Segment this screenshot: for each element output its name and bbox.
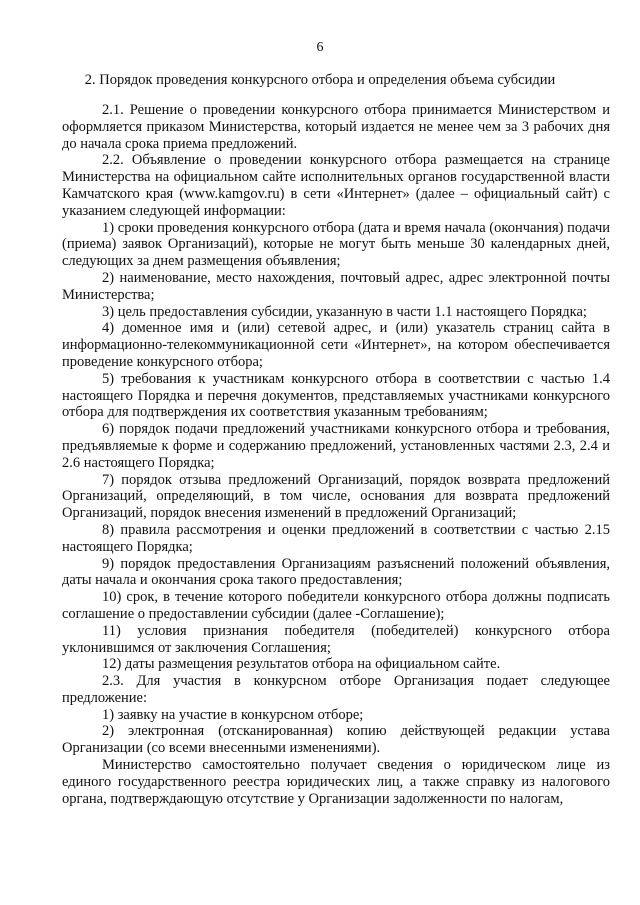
paragraph-ministry-note: Министерство самостоятельно получает сведения о юридическом лице из единого государственного реестра юридических лиц, а также справку из налогового органа, подтверждающую отсутствие у Организации задолженности по налогам,: [62, 757, 610, 807]
list-item-6: 6) порядок подачи предложений участниками конкурсного отбора и требования, предъявляемые к форме и содержанию предложений, установленных частями 2.3, 2.4 и 2.6 настоящего Порядка;: [62, 421, 610, 471]
page-number: 6: [316, 40, 324, 55]
list-item-10: 10) срок, в течение которого победители конкурсного отбора должны подписать соглашение о предоставлении субсидии (далее -Соглашение);: [62, 589, 610, 622]
list-item-8: 8) правила рассмотрения и оценки предложений в соответствии с частью 2.15 настоящего Порядка;: [62, 521, 610, 555]
list-item-4: 4) доменное имя и (или) сетевой адрес, и (или) указатель страниц сайта в информационно-телекоммуникационной сети «Интернет», на котором обеспечивается проведение конкурсного отбора;: [62, 320, 610, 370]
list-item-9: 9) порядок предоставления Организациям разъяснений положений объявления, даты начала и окончания срока такого предоставления;: [62, 555, 610, 589]
list-item-7: 7) порядок отзыва предложений Организаций, порядок возврата предложений Организаций, определяющий, в том числе, основания для возврата предложений Организаций, порядок внесения изменений в предложений Организаций;: [62, 471, 610, 522]
list-item-1: 1) сроки проведения конкурсного отбора (дата и время начала (окончания) подачи (приема) заявок Организаций), которые не могут быть меньше 30 календарных дней, следующих за днем размещения объявления;: [62, 219, 610, 270]
document-body: [62, 102, 610, 807]
paragraph-2-3: 2.3. Для участия в конкурсном отборе Организация подает следующее предложение:: [62, 673, 610, 706]
list-item-11: 11) условия признания победителя (победителей) конкурсного отбора уклонившимся от заключения Соглашения;: [62, 622, 610, 656]
section-heading: 2. Порядок проведения конкурсного отбора и определения объема субсидии: [84, 72, 556, 88]
paragraph-2-1: 2.1. Решение о проведении конкурсного отбора принимается Министерством и оформляется приказом Министерства, который издается не менее чем за 3 рабочих дня до начала срока приема предложений.: [62, 102, 610, 152]
list-item-12: 12) даты размещения результатов отбора на официальном сайте.: [102, 656, 501, 673]
requirement-item-2: 2) электронная (отсканированная) копию действующей редакции устава Организации (со всеми внесенными изменениями).: [62, 723, 610, 757]
requirement-item-1: 1) заявку на участие в конкурсном отборе;: [102, 706, 364, 723]
paragraph-2-2: 2.2. Объявление о проведении конкурсного отбора размещается на странице Министерства на официальном сайте исполнительных органов государственной власти Камчатского края (www.kamgov.ru) в сети «Интернет» (далее – официальный сайт) с указанием следующей информации:: [62, 152, 610, 219]
list-item-3: 3) цель предоставления субсидии, указанную в части 1.1 настоящего Порядка;: [102, 303, 587, 320]
list-item-2: 2) наименование, место нахождения, почтовый адрес, адрес электронной почты Министерства;: [62, 269, 610, 303]
list-item-5: 5) требования к участникам конкурсного отбора в соответствии с частью 1.4 настоящего Порядка и перечня документов, представляемых участниками конкурсного отбора для подтверждения их соответствия указанным требованиям;: [62, 370, 610, 421]
